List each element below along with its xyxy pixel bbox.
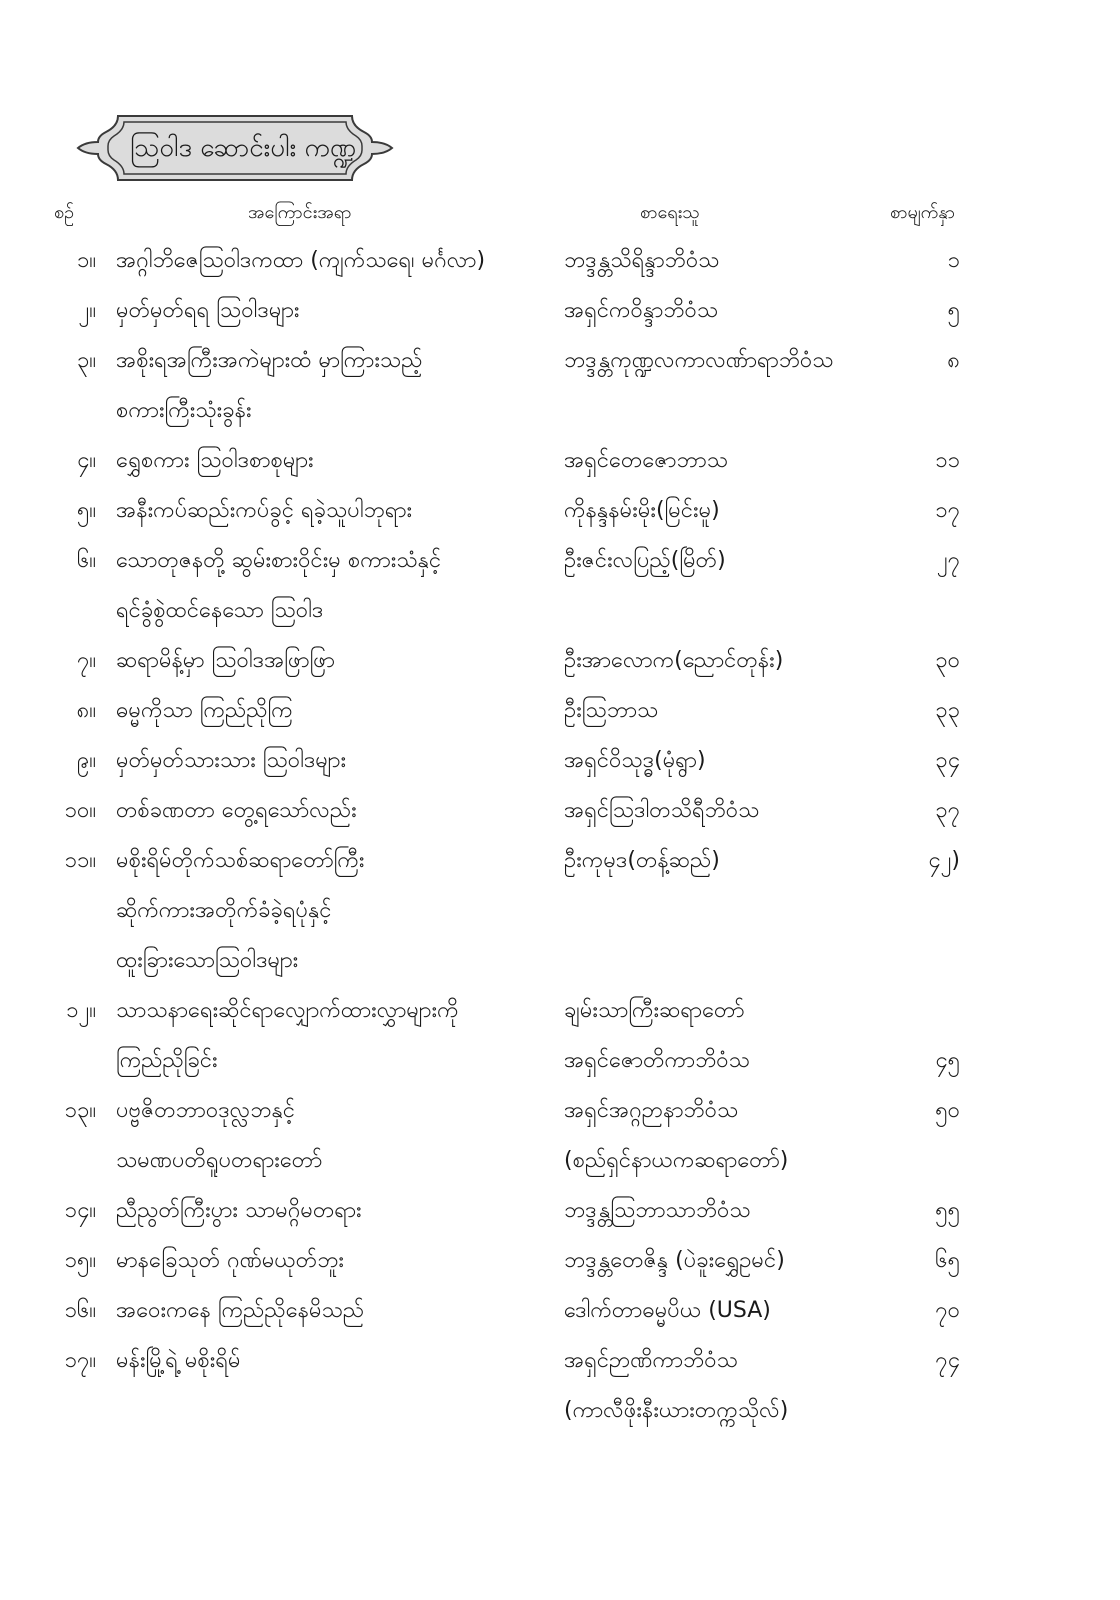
entry-author: အရှင်ဝိသုဒ္ဓ(မုံရွာ) bbox=[564, 748, 706, 773]
row-line bbox=[0, 1086, 1120, 1136]
entry-author: ဒေါက်တာဓမ္မပိယ (USA) bbox=[564, 1298, 771, 1323]
entry-page: ၈ bbox=[947, 348, 960, 373]
entry-author: (ကာလီဖိုးနီးယားတက္ကသိုလ်) bbox=[564, 1398, 789, 1423]
row-line bbox=[0, 936, 1120, 986]
entry-title: စကားကြီးသုံးခွန်း bbox=[116, 398, 252, 423]
row-line bbox=[0, 336, 1120, 386]
entry-title: ဓမ္မကိုသာ ကြည်ညိုကြ bbox=[116, 698, 293, 723]
row-line bbox=[0, 636, 1120, 686]
entry-author: ချမ်းသာကြီးဆရာတော် bbox=[564, 998, 745, 1023]
entry-title: ဆရာမိန့်မှာ သြဝါဒအဖြာဖြာ bbox=[116, 648, 335, 673]
column-header-no: စဉ် bbox=[54, 202, 75, 223]
entry-author: ဦးဇင်းလပြည့်(မြိတ်) bbox=[564, 548, 726, 573]
table-row bbox=[0, 1186, 1120, 1236]
entry-title: အနီးကပ်ဆည်းကပ်ခွင့် ရခဲ့သူပါဘုရား bbox=[116, 498, 413, 523]
table-row bbox=[0, 236, 1120, 286]
entry-title: သာသနာရေးဆိုင်ရာလျှောက်ထားလွှာများကို bbox=[116, 998, 459, 1023]
entry-number: ၂။ bbox=[78, 298, 96, 323]
entry-author: အရှင်ကဝိန္ဒာဘိဝံသ bbox=[564, 298, 719, 323]
entry-title: အဂ္ဂါဘိဇေသြဝါဒကထာ (ကျက်သရေ၊ မင်္ဂလာ) bbox=[116, 248, 486, 273]
entry-page: ၃၇ bbox=[935, 798, 960, 823]
entry-title: အစိုးရအကြီးအကဲများထံ မှာကြားသည့် bbox=[116, 348, 423, 373]
entry-number: ၉။ bbox=[76, 748, 96, 773]
entry-page: ၆၅ bbox=[935, 1248, 960, 1273]
entry-page: ၅ bbox=[947, 298, 960, 323]
entry-title: တစ်ခဏတာ တွေ့ရသော်လည်း bbox=[116, 798, 357, 823]
entry-title: ကြည်ညိုခြင်း bbox=[116, 1048, 218, 1073]
table-row bbox=[0, 736, 1120, 786]
column-headers bbox=[0, 196, 1120, 230]
entry-page: ၃၀ bbox=[935, 648, 960, 673]
entry-author: အရှင်ဇောတိကာဘိဝံသ bbox=[564, 1048, 750, 1073]
table-row bbox=[0, 1286, 1120, 1336]
entry-title: မစိုးရိမ်တိုက်သစ်ဆရာတော်ကြီး bbox=[116, 848, 365, 873]
row-line bbox=[0, 286, 1120, 336]
entry-number: ၁။ bbox=[76, 248, 96, 273]
entry-author: (စည်ရှင်နာယကဆရာတော်) bbox=[564, 1148, 789, 1173]
entry-number: ၁၀။ bbox=[64, 798, 96, 823]
row-line bbox=[0, 686, 1120, 736]
column-header-page: စာမျက်နှာ bbox=[890, 202, 955, 223]
entry-title: မှတ်မှတ်ရရ သြဝါဒများ bbox=[116, 298, 300, 323]
entry-page: ၃၄ bbox=[935, 748, 960, 773]
table-row bbox=[0, 1086, 1120, 1186]
column-header-title: အကြောင်းအရာ bbox=[248, 202, 352, 223]
entry-author: အရှင်ဉာဏိကာဘိဝံသ bbox=[564, 1348, 738, 1373]
entry-number: ၁၂။ bbox=[66, 998, 96, 1023]
row-line bbox=[0, 736, 1120, 786]
entry-number: ၁၅။ bbox=[64, 1248, 96, 1273]
entry-author: အရှင်အဂ္ဂဉာနာဘိဝံသ bbox=[564, 1098, 739, 1123]
entry-title: ရင်ခွံစွဲထင်နေသော သြဝါဒ bbox=[116, 598, 324, 623]
entry-number: ၁၁။ bbox=[64, 848, 96, 873]
entry-author: ဦးသြဘာသ bbox=[564, 698, 659, 723]
entry-number: ၁၄။ bbox=[64, 1198, 96, 1223]
row-line bbox=[0, 1236, 1120, 1286]
entry-title: သောတုဇနတို့ ဆွမ်းစားဝိုင်းမှ စကားသံနှင့် bbox=[116, 548, 442, 573]
section-header bbox=[40, 112, 400, 184]
entry-page: ၄၂) bbox=[928, 848, 960, 873]
row-line bbox=[0, 436, 1120, 486]
row-line bbox=[0, 1136, 1120, 1186]
row-line bbox=[0, 1336, 1120, 1386]
entry-author: အရှင်သြဒါတသိရီဘိဝံသ bbox=[564, 798, 760, 823]
entry-author: ဘဒ္ဒန္တသြဘာသာဘိဝံသ bbox=[564, 1198, 751, 1223]
table-row bbox=[0, 1336, 1120, 1436]
entry-title: ရွှေစကား သြဝါဒစာစုများ bbox=[116, 448, 314, 473]
entry-title: မှတ်မှတ်သားသား သြဝါဒများ bbox=[116, 748, 347, 773]
row-line bbox=[0, 386, 1120, 436]
table-row bbox=[0, 1236, 1120, 1286]
entry-number: ၇။ bbox=[76, 648, 96, 673]
entry-author: ဘဒ္ဒန္တသိရိန္ဒာဘိဝံသ bbox=[564, 248, 720, 273]
entry-number: ၈။ bbox=[76, 698, 96, 723]
entry-title: အဝေးကနေ ကြည်ညိုနေမိသည် bbox=[116, 1298, 365, 1323]
table-row bbox=[0, 436, 1120, 486]
row-line bbox=[0, 236, 1120, 286]
row-line bbox=[0, 1386, 1120, 1436]
entry-page: ၇၀ bbox=[935, 1298, 960, 1323]
entry-title: ညီညွတ်ကြီးပွား သာမဂ္ဂိမတရား bbox=[116, 1198, 362, 1223]
row-line bbox=[0, 786, 1120, 836]
table-row bbox=[0, 486, 1120, 536]
table-row bbox=[0, 636, 1120, 686]
entry-page: ၅၅ bbox=[935, 1198, 960, 1223]
table-row bbox=[0, 536, 1120, 636]
table-row bbox=[0, 986, 1120, 1086]
entry-number: ၅။ bbox=[76, 498, 96, 523]
entry-title: ဆိုက်ကားအတိုက်ခံခဲ့ရပုံနှင့် bbox=[116, 898, 332, 923]
entry-page: ၅၀ bbox=[935, 1098, 960, 1123]
entry-page: ၂၇ bbox=[936, 548, 960, 573]
entry-author: ဘဒ္ဒန္တကုဏ္ဍလကာလဏ်ာရာဘိဝံသ bbox=[564, 348, 834, 373]
row-line bbox=[0, 1286, 1120, 1336]
entry-page: ၃၃ bbox=[935, 698, 960, 723]
entry-title: မာနခြေသုတ် ဂုဏ်မယုတ်ဘူး bbox=[116, 1248, 344, 1273]
entry-author: ဦးကုမုဒ(တန့်ဆည်) bbox=[564, 848, 720, 873]
entry-number: ၁၃။ bbox=[64, 1098, 96, 1123]
table-row bbox=[0, 836, 1120, 986]
entry-author: ဦးအာလောက(ညောင်တုန်း) bbox=[564, 648, 784, 673]
entry-page: ၄၅ bbox=[935, 1048, 960, 1073]
row-line bbox=[0, 486, 1120, 536]
entry-title: ထူးခြားသောသြဝါဒများ bbox=[116, 948, 299, 973]
entry-number: ၆။ bbox=[76, 548, 96, 573]
contents-table bbox=[0, 236, 1120, 1436]
entry-number: ၄။ bbox=[76, 448, 96, 473]
entry-author: ဘဒ္ဒန္တတေဇိန္ဒ (ပဲခူးရွှေဥမင်) bbox=[564, 1248, 785, 1273]
entry-number: ၃။ bbox=[76, 348, 96, 373]
table-row bbox=[0, 786, 1120, 836]
table-row bbox=[0, 286, 1120, 336]
table-row bbox=[0, 686, 1120, 736]
row-line bbox=[0, 536, 1120, 586]
entry-title: သမဏပတိရူပတရားတော် bbox=[116, 1148, 323, 1173]
section-title: သြဝါဒ ဆောင်းပါး ကဏ္ဍ bbox=[129, 133, 357, 163]
entry-title: ပဗ္ဗဇိတဘာဝဒုလ္လဘနှင့် bbox=[116, 1098, 296, 1123]
entry-author: အရှင်တေဇောဘာသ bbox=[564, 448, 728, 473]
entry-title: မန်းမြို့ရဲ့ မစိုးရိမ် bbox=[116, 1348, 241, 1373]
row-line bbox=[0, 586, 1120, 636]
row-line bbox=[0, 836, 1120, 886]
entry-page: ၁၁ bbox=[935, 448, 960, 473]
row-line bbox=[0, 1036, 1120, 1086]
entry-page: ၁၇ bbox=[935, 498, 960, 523]
table-row bbox=[0, 336, 1120, 436]
entry-page: ၁ bbox=[947, 248, 960, 273]
entry-author: ကိုနန္ဒနမ်းမိုး(မြင်းမူ) bbox=[564, 498, 720, 523]
column-header-author: စာရေးသူ bbox=[640, 202, 700, 223]
entry-page: ၇၄ bbox=[935, 1348, 960, 1373]
entry-number: ၁၇။ bbox=[64, 1348, 96, 1373]
row-line bbox=[0, 886, 1120, 936]
row-line bbox=[0, 986, 1120, 1036]
entry-number: ၁၆။ bbox=[64, 1298, 96, 1323]
row-line bbox=[0, 1186, 1120, 1236]
